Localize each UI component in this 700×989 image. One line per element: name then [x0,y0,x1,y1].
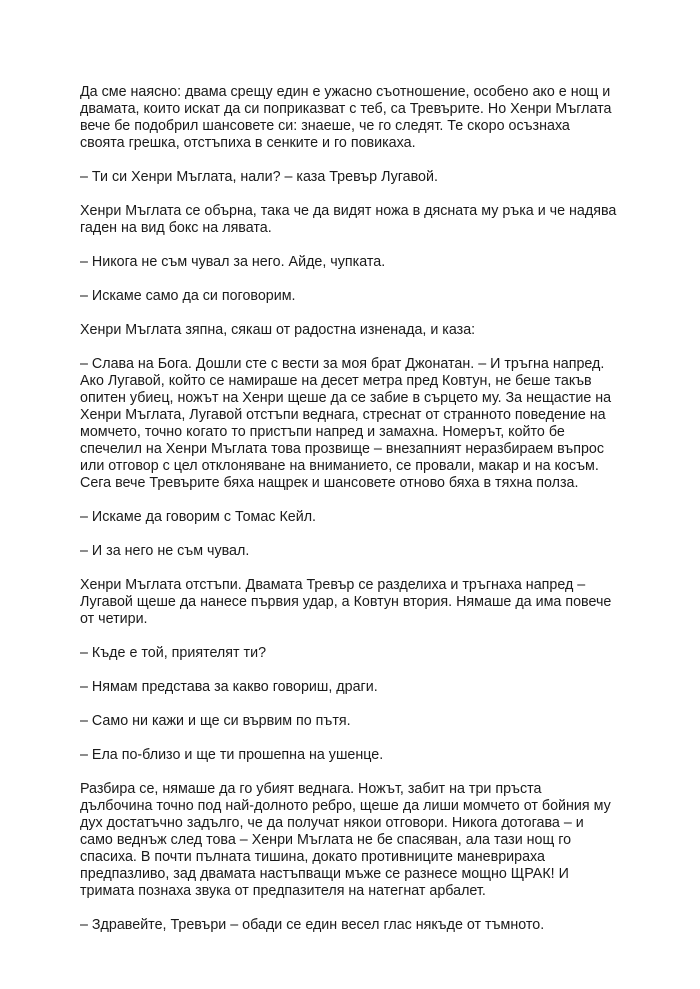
text-line: вече бе подобрил шансовете си: знаеше, че го следят. Те скоро осъзнаха [80,118,570,134]
text-line: – Къде е той, приятелят ти? [80,645,267,661]
text-line: опитен убиец, ножът на Хенри щеше да се забие в сърцето му. За нещастие на [80,390,612,406]
text-line: или отговор с цел отклоняване на вниманието, се провали, макар и на косъм. [80,458,599,474]
text-line: спасиха. В почти пълната тишина, докато противниците маневрираха [80,849,545,865]
text-line: Разбира се, нямаше да го убият веднага. Ножът, забит на три пръста [80,781,542,797]
text-line: гаден на вид бокс на лявата. [80,220,272,236]
paragraph [80,747,640,764]
text-line: двамата, които искат да си поприказват с теб, са Тревърите. Но Хенри Мъглата [80,101,612,117]
text-line: – Никога не съм чувал за него. Айде, чупката. [80,254,386,270]
text-line: – Слава на Бога. Дошли сте с вести за моя брат Джонатан. – И тръгна напред. [80,356,605,372]
text-line: Лугавой щеше да нанесе първия удар, а Ковтун втория. Нямаше да има повече [80,594,612,610]
document-body [80,84,640,951]
paragraph [80,713,640,730]
text-line: дух достатъчно задълго, че да получат някои отговори. Никога дотогава – и [80,815,584,831]
text-line: – Здравейте, Тревъри – обади се един весел глас някъде от тъмното. [80,917,545,933]
text-line: – И за него не съм чувал. [80,543,250,559]
text-line: – Искаме да говорим с Томас Кейл. [80,509,317,525]
text-line: тримата познаха звука от предпазителя на натегнат арбалет. [80,883,486,899]
text-line: Хенри Мъглата, Лугавой отстъпи веднага, стреснат от странното поведение на [80,407,606,423]
text-line: спечелил на Хенри Мъглата това прозвище – внезапният неразбираем въпрос [80,441,605,457]
text-line: дълбочина точно под най-долното ребро, щеше да лиши момчето от бойния му [80,798,611,814]
paragraph [80,509,640,526]
paragraph [80,543,640,560]
paragraph [80,288,640,305]
text-line: – Ела по-близо и ще ти прошепна на ушенце. [80,747,384,763]
text-line: Ако Лугавой, който се намираше на десет метра пред Ковтун, не беше такъв [80,373,592,389]
text-line: само веднъж след това – Хенри Мъглата не бе спасяван, ала тази нощ го [80,832,572,848]
text-line: – Само ни кажи и ще си вървим по пътя. [80,713,351,729]
paragraph [80,679,640,696]
text-line: своята грешка, отстъпиха в сенките и го повикаха. [80,135,416,151]
paragraph [80,577,640,628]
paragraph [80,781,640,900]
text-line: Хенри Мъглата зяпна, сякаш от радостна изненада, и каза: [80,322,476,338]
text-line: Хенри Мъглата отстъпи. Двамата Тревър се разделиха и тръгнаха напред – [80,577,586,593]
text-line: Сега вече Тревърите бяха нащрек и шансовете отново бяха в тяхна полза. [80,475,579,491]
paragraph [80,169,640,186]
paragraph [80,356,640,492]
paragraph [80,254,640,271]
text-line: момчето, точно когато то пристъпи напред и замахна. Номерът, който бе [80,424,565,440]
text-line: – Ти си Хенри Мъглата, нали? – каза Тревър Лугавой. [80,169,438,185]
text-line: – Нямам представа за какво говориш, драги. [80,679,378,695]
paragraph [80,84,640,152]
text-line: предпазливо, зад двамата настъпващи мъже се разнесе мощно ЩРАК! И [80,866,569,882]
paragraph [80,645,640,662]
text-line: – Искаме само да си поговорим. [80,288,296,304]
paragraph [80,322,640,339]
text-line: от четири. [80,611,148,627]
paragraph [80,917,640,934]
paragraph [80,203,640,237]
text-line: Хенри Мъглата се обърна, така че да видят ножа в дясната му ръка и че надява [80,203,617,219]
text-line: Да сме наясно: двама срещу един е ужасно съотношение, особено ако е нощ и [80,84,611,100]
